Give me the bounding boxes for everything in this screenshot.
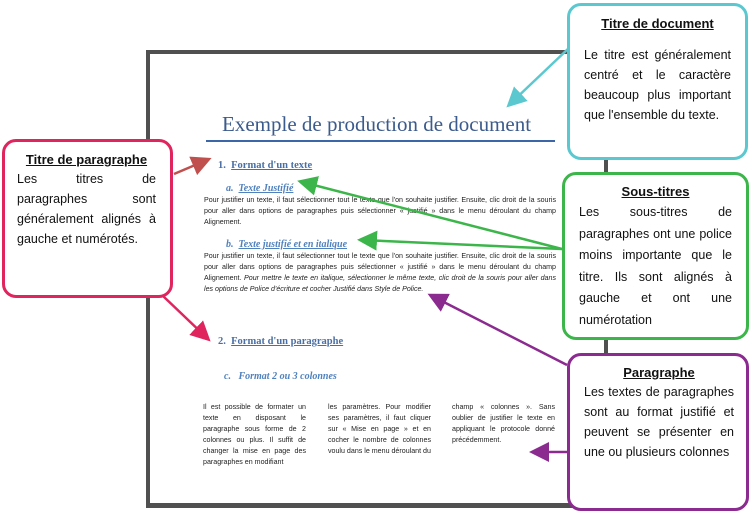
callout-text: Le titre est généralement centré et le caractère beaucoup plus important que l'ensemble du texte.: [584, 48, 731, 122]
section-title: Format d'un paragraphe: [231, 336, 344, 347]
arrow-section-heading-1: [174, 160, 207, 174]
arrow-section-heading-2: [163, 296, 207, 338]
paragraph-b-normal: Pour justifier un texte, il faut sélectionner tout le texte que l'on souhaite justifier. Ensuite, clic droit de la souris pour aller dans options de paragraphes puis sélectionner « justifié » dans le menu déroulant du champ Alignement.: [204, 252, 556, 282]
callout-text: Les textes de paragraphes sont au format justifié et peuvent se présenter en une ou plusieurs colonnes: [584, 385, 734, 459]
callout-title: Sous-titres: [621, 184, 690, 199]
callout-title: Paragraphe: [623, 365, 695, 380]
callout-paragraphe: [567, 353, 749, 511]
subheading-title: Texte justifié et en italique: [238, 239, 348, 250]
subheading-title: Texte Justifié: [238, 183, 294, 194]
callout-sous-titres: [562, 172, 749, 340]
section-number: 2.: [218, 336, 226, 347]
arrow-paragraph-b: [432, 296, 567, 365]
subheading-letter: c.: [224, 371, 231, 382]
subheading-letter: b.: [226, 239, 234, 250]
arrow-subheading-a: [302, 182, 562, 249]
callout-titre-paragraphe: [2, 139, 173, 298]
callout-text: Les sous-titres de paragraphes ont une police moins importante que le titre. Ils sont alignés à gauche et ont une numérotation: [579, 205, 732, 327]
text-column-2: les paramètres. Pour modifier ses paramètres, il faut cliquer sur « Mise en page » et en cocher le nombre de colonnes voulu dans le menu déroulant du: [328, 403, 431, 455]
section-number: 1.: [218, 160, 226, 171]
text-column-1: Il est possible de formater un texte en disposant le paragraphe sous forme de 2 colonnes ou plus. Il suffit de changer la mise en page des paragraphes en modifiant: [203, 403, 306, 466]
arrow-document-title: [510, 47, 570, 104]
callout-title: Titre de paragraphe: [25, 152, 148, 167]
subheading-title: Format 2 ou 3 colonnes: [238, 371, 337, 382]
text-column-3: champ « colonnes ». Sans oublier de justifier le texte en appliquant le protocole donné précédemment.: [452, 403, 555, 444]
callout-titre-document: [567, 3, 748, 160]
document-title: Exemple de production de document: [222, 112, 532, 136]
callout-text: Les titres de paragraphes sont généralement alignés à gauche et numérotés.: [17, 172, 156, 246]
section-title: Format d'un texte: [231, 160, 313, 171]
paragraph-b-italic: Pour mettre le texte en italique, sélectionner le même texte, clic droit de la souris pour aller dans les options de Police d'écriture et cocher Justifié dans Style de Police.: [204, 274, 556, 293]
paragraph-a: Pour justifier un texte, il faut sélectionner tout le texte que l'on souhaite justifier. Ensuite, clic droit de la souris pour aller dans options de paragraphes puis sélectionner « justifié » dans le menu déroulant du champ Alignement.: [204, 196, 556, 226]
callout-title: Titre de document: [601, 16, 714, 31]
subheading-letter: a.: [226, 183, 234, 194]
